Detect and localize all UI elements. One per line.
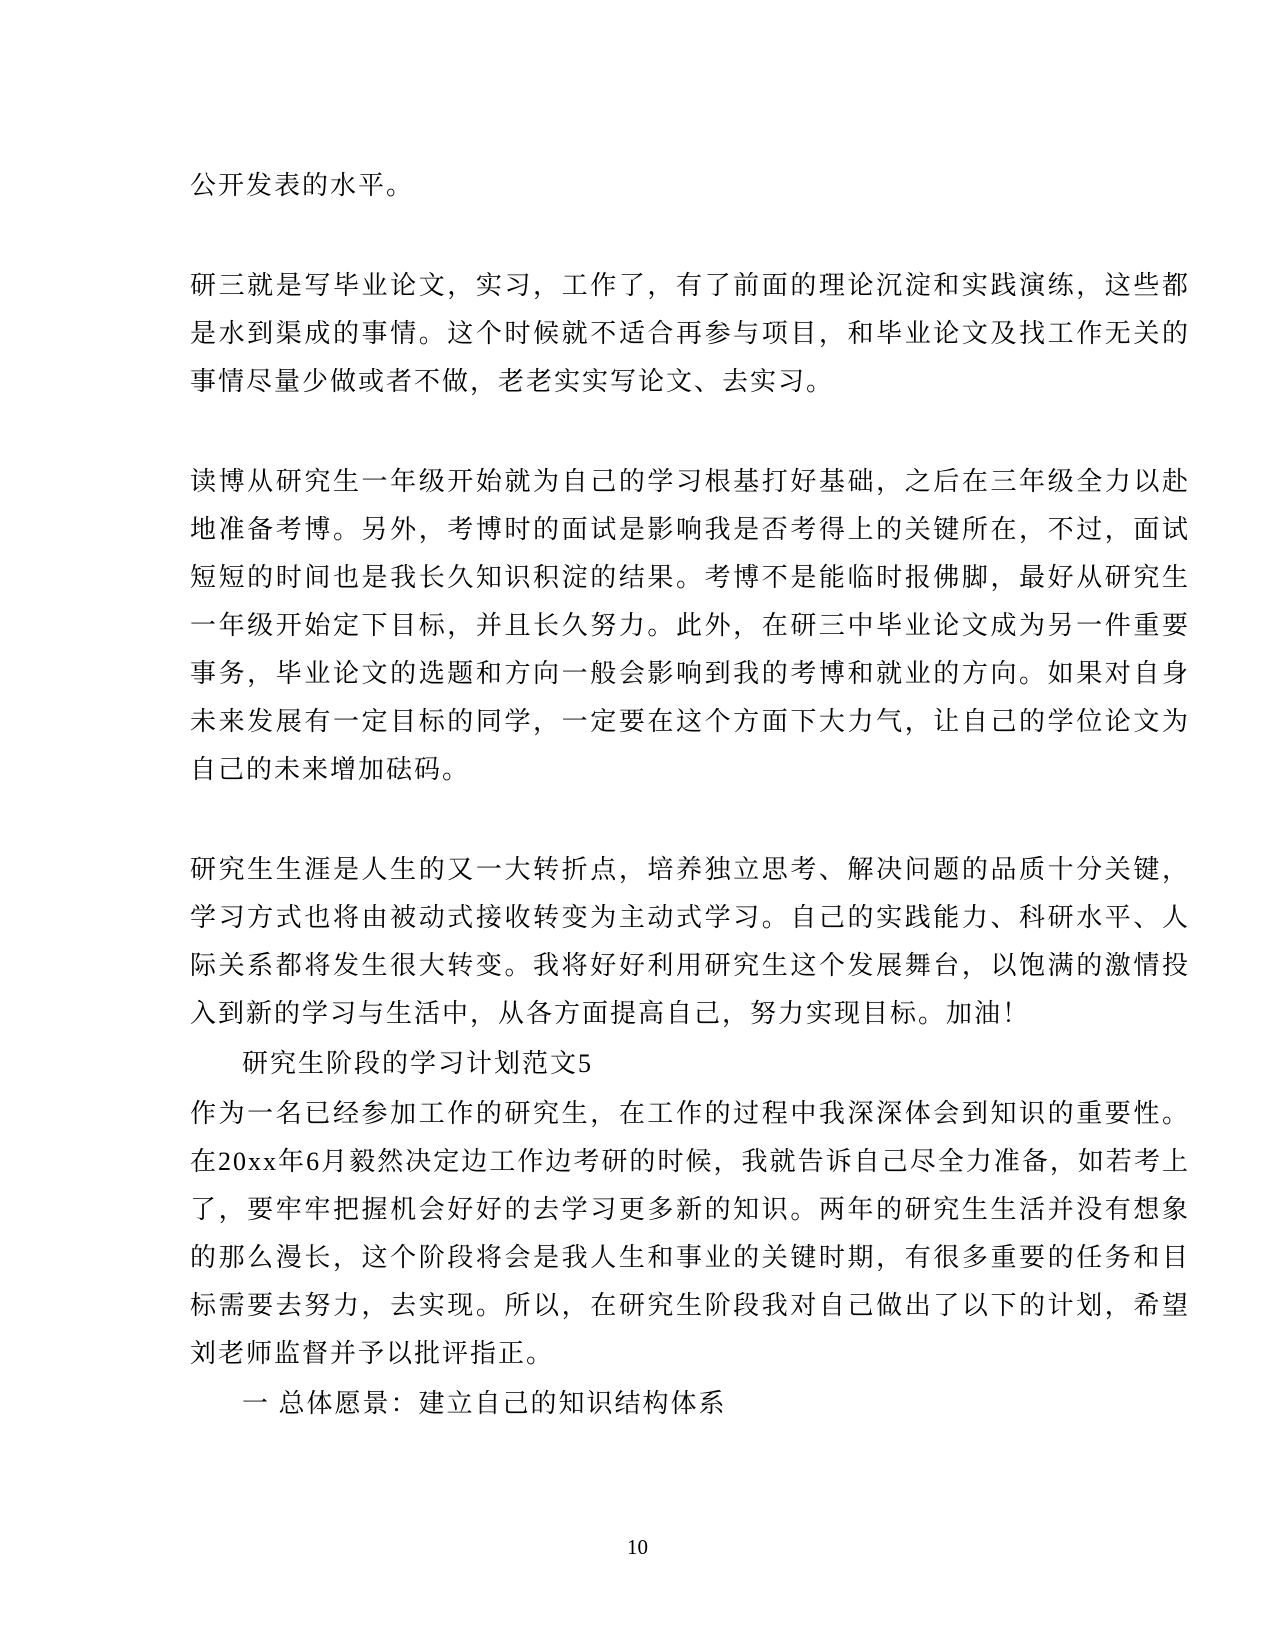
- paragraph: 作为一名已经参加工作的研究生，在工作的过程中我深深体会到知识的重要性。在20xx年6月毅然决定边工作边考研的时候，我就告诉自己尽全力准备，如若考上了，要牢牢把握机会好好的去学习更多新的知识。两年的研究生生活并没有想象的那么漫长，这个阶段将会是我人生和事业的关键时期，有很多重要的任务和目标需要去努力，去实现。所以，在研究生阶段我对自己做出了以下的计划，希望刘老师监督并予以批评指正。: [190, 1099, 1190, 1368]
- paragraph: 研三就是写毕业论文，实习，工作了，有了前面的理论沉淀和实践演练，这些都是水到渠成的事情。这个时候就不适合再参与项目，和毕业论文及找工作无关的事情尽量少做或者不做，老老实实写论文、去实习。: [190, 271, 1190, 396]
- paragraph: 公开发表的水平。: [190, 171, 415, 200]
- paragraph: 一 总体愿景：建立自己的知识结构体系: [242, 1389, 727, 1418]
- document-text-body: [190, 162, 1190, 1428]
- page-number: 10: [627, 1535, 648, 1559]
- paragraph: 研究生阶段的学习计划范文5: [242, 1049, 594, 1078]
- paragraph: 研究生生涯是人生的又一大转折点，培养独立思考、解决问题的品质十分关键，学习方式也将由被动式接收转变为主动式学习。自己的实践能力、科研水平、人际关系都将发生很大转变。我将好好利用研究生这个发展舞台，以饱满的激情投入到新的学习与生活中，从各方面提高自己，努力实现目标。加油！: [190, 855, 1190, 1028]
- paragraph: 读博从研究生一年级开始就为自己的学习根基打好基础，之后在三年级全力以赴地准备考博。另外，考博时的面试是影响我是否考得上的关键所在，不过，面试短短的时间也是我长久知识积淀的结果。考博不是能临时报佛脚，最好从研究生一年级开始定下目标，并且长久努力。此外，在研三中毕业论文成为另一件重要事务，毕业论文的选题和方向一般会影响到我的考博和就业的方向。如果对自身未来发展有一定目标的同学，一定要在这个方面下大力气，让自己的学位论文为自己的未来增加砝码。: [190, 467, 1190, 784]
